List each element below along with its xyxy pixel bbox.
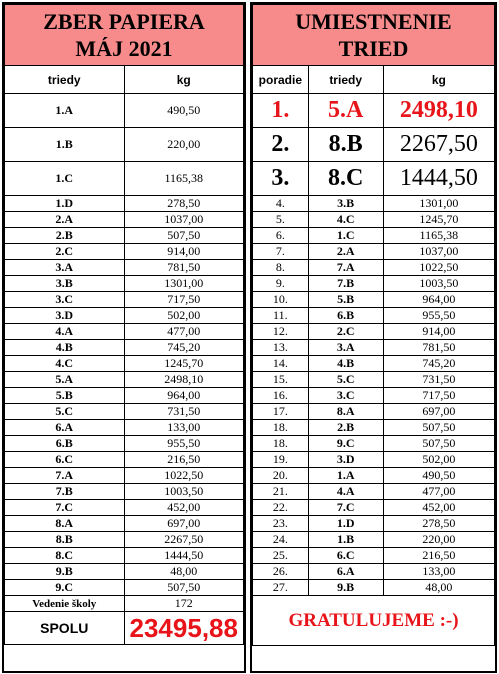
class-cell: 1.A: [5, 94, 125, 128]
class-cell: 2.A: [5, 212, 125, 228]
class-cell: 4.B: [308, 356, 383, 372]
table-row: [253, 162, 495, 196]
table-row: [253, 94, 495, 128]
table-row: [5, 212, 244, 228]
class-cell: 3.A: [308, 340, 383, 356]
kg-cell: 914,00: [383, 324, 494, 340]
kg-cell: 502,00: [383, 452, 494, 468]
class-cell: 3.B: [5, 276, 125, 292]
column-header-kg: kg: [383, 66, 494, 94]
collection-table: [2, 2, 246, 673]
kg-cell: 133,00: [383, 564, 494, 580]
rank-cell: 8.: [253, 260, 309, 276]
kg-cell: 278,50: [383, 516, 494, 532]
rank-cell: 6.: [253, 228, 309, 244]
kg-cell: 490,50: [124, 94, 244, 128]
table-row: [253, 260, 495, 276]
table-row: [5, 356, 244, 372]
class-cell: 5.C: [5, 404, 125, 420]
kg-cell: 964,00: [383, 292, 494, 308]
kg-cell: 731,50: [383, 372, 494, 388]
collection-title-line1: ZBER PAPIERA: [43, 9, 205, 34]
class-cell: 7.A: [5, 468, 125, 484]
table-row: [253, 212, 495, 228]
class-cell: 3.A: [5, 260, 125, 276]
class-cell: 3.D: [5, 308, 125, 324]
collection-title: [5, 5, 244, 66]
table-row: [5, 548, 244, 564]
rank-cell: 15.: [253, 372, 309, 388]
kg-cell: 1165,38: [383, 228, 494, 244]
kg-cell: 717,50: [124, 292, 244, 308]
class-cell: 8.B: [5, 532, 125, 548]
table-row: [5, 292, 244, 308]
table-row: [253, 564, 495, 580]
kg-cell: 507,50: [383, 420, 494, 436]
table-row: [5, 404, 244, 420]
rank-cell: 21.: [253, 484, 309, 500]
rank-cell: 16.: [253, 388, 309, 404]
kg-cell: 1003,50: [383, 276, 494, 292]
kg-cell: 507,50: [124, 228, 244, 244]
table-row: [253, 244, 495, 260]
class-cell: 2.B: [5, 228, 125, 244]
table-row: [253, 516, 495, 532]
class-cell: 8.B: [308, 128, 383, 162]
rank-cell: 22.: [253, 500, 309, 516]
ranking-title-line1: UMIESTNENIE: [295, 9, 452, 34]
class-cell: 5.C: [308, 372, 383, 388]
table-row: [5, 340, 244, 356]
class-cell: 9.B: [308, 580, 383, 596]
kg-cell: 220,00: [383, 532, 494, 548]
rank-cell: 9.: [253, 276, 309, 292]
table-row: [253, 484, 495, 500]
class-cell: 8.C: [5, 548, 125, 564]
class-cell: 9.C: [5, 580, 125, 596]
table-row: [5, 468, 244, 484]
rank-cell: 7.: [253, 244, 309, 260]
kg-cell: 717,50: [383, 388, 494, 404]
class-cell: 7.B: [308, 276, 383, 292]
kg-cell: 172: [124, 596, 244, 612]
rank-cell: 17.: [253, 404, 309, 420]
table-row: [5, 94, 244, 128]
table-row: [253, 532, 495, 548]
table-row: [5, 324, 244, 340]
kg-cell: 452,00: [383, 500, 494, 516]
table-row: [253, 340, 495, 356]
column-header-class: triedy: [5, 66, 125, 94]
rank-cell: 27.: [253, 580, 309, 596]
rank-cell: 3.: [253, 162, 309, 196]
table-row: [253, 308, 495, 324]
class-cell: 3.B: [308, 196, 383, 212]
table-row: [5, 596, 244, 612]
kg-cell: 2267,50: [383, 128, 494, 162]
kg-cell: 452,00: [124, 500, 244, 516]
table-row: [253, 500, 495, 516]
kg-cell: 955,50: [383, 308, 494, 324]
class-cell: 2.B: [308, 420, 383, 436]
kg-cell: 216,50: [383, 548, 494, 564]
kg-cell: 278,50: [124, 196, 244, 212]
class-cell: 4.A: [5, 324, 125, 340]
class-cell: 2.C: [5, 244, 125, 260]
class-cell: 1.C: [5, 162, 125, 196]
table-row: [253, 128, 495, 162]
class-cell: 6.C: [5, 452, 125, 468]
rank-cell: 24.: [253, 532, 309, 548]
rank-cell: 2.: [253, 128, 309, 162]
table-row: [253, 388, 495, 404]
table-row: [5, 196, 244, 212]
table-row: [253, 276, 495, 292]
rank-cell: 1.: [253, 94, 309, 128]
kg-cell: 1301,00: [383, 196, 494, 212]
kg-cell: 2267,50: [124, 532, 244, 548]
kg-cell: 697,00: [124, 516, 244, 532]
table-row: [5, 500, 244, 516]
kg-cell: 1165,38: [124, 162, 244, 196]
table-row: [5, 388, 244, 404]
rank-cell: 26.: [253, 564, 309, 580]
kg-cell: 507,50: [124, 580, 244, 596]
class-cell: 5.B: [5, 388, 125, 404]
class-cell: 1.B: [5, 128, 125, 162]
kg-cell: 133,00: [124, 420, 244, 436]
class-cell: 1.A: [308, 468, 383, 484]
kg-cell: 502,00: [124, 308, 244, 324]
column-header-kg: kg: [124, 66, 244, 94]
class-cell: 6.A: [5, 420, 125, 436]
table-row: [253, 452, 495, 468]
kg-cell: 48,00: [383, 580, 494, 596]
rank-cell: 10.: [253, 292, 309, 308]
class-cell: 2.A: [308, 244, 383, 260]
class-cell: 4.B: [5, 340, 125, 356]
class-cell: 6.B: [308, 308, 383, 324]
kg-cell: 1245,70: [383, 212, 494, 228]
table-row: [5, 516, 244, 532]
rank-cell: 13.: [253, 340, 309, 356]
collection-grid: [4, 4, 244, 645]
kg-cell: 697,00: [383, 404, 494, 420]
table-row: [253, 420, 495, 436]
rank-cell: 20.: [253, 468, 309, 484]
kg-cell: 1037,00: [124, 212, 244, 228]
kg-cell: 1245,70: [124, 356, 244, 372]
kg-cell: 490,50: [383, 468, 494, 484]
kg-cell: 1022,50: [124, 468, 244, 484]
table-row: [253, 580, 495, 596]
table-row: [5, 260, 244, 276]
class-cell: 1.C: [308, 228, 383, 244]
kg-cell: 48,00: [124, 564, 244, 580]
rank-cell: 23.: [253, 516, 309, 532]
ranking-title: [253, 5, 495, 66]
ranking-title-line2: TRIED: [338, 36, 409, 61]
table-row: [5, 420, 244, 436]
class-cell: 4.C: [308, 212, 383, 228]
kg-cell: 964,00: [124, 388, 244, 404]
table-row: [253, 196, 495, 212]
class-cell: 4.C: [5, 356, 125, 372]
ranking-grid: [252, 4, 495, 646]
kg-cell: 2498,10: [383, 94, 494, 128]
table-row: [253, 228, 495, 244]
table-row: [253, 548, 495, 564]
table-row: [253, 324, 495, 340]
class-cell: 5.A: [308, 94, 383, 128]
kg-cell: 1444,50: [124, 548, 244, 564]
class-cell: 1.D: [308, 516, 383, 532]
class-cell: Vedenie školy: [5, 596, 125, 612]
kg-cell: 955,50: [124, 436, 244, 452]
table-row: [253, 468, 495, 484]
class-cell: 8.A: [308, 404, 383, 420]
kg-cell: 220,00: [124, 128, 244, 162]
class-cell: 9.C: [308, 436, 383, 452]
class-cell: 7.C: [308, 500, 383, 516]
table-row: [5, 580, 244, 596]
kg-cell: 1037,00: [383, 244, 494, 260]
table-row: [5, 128, 244, 162]
class-cell: 1.D: [5, 196, 125, 212]
column-header-class: triedy: [308, 66, 383, 94]
table-row: [253, 356, 495, 372]
kg-cell: 731,50: [124, 404, 244, 420]
class-cell: 3.C: [5, 292, 125, 308]
rank-cell: 12.: [253, 324, 309, 340]
table-row: [5, 436, 244, 452]
table-row: [5, 564, 244, 580]
class-cell: 5.B: [308, 292, 383, 308]
rank-cell: 11.: [253, 308, 309, 324]
table-row: [5, 484, 244, 500]
class-cell: 3.C: [308, 388, 383, 404]
kg-cell: 745,20: [383, 356, 494, 372]
class-cell: 1.B: [308, 532, 383, 548]
kg-cell: 1301,00: [124, 276, 244, 292]
kg-cell: 914,00: [124, 244, 244, 260]
table-row: [5, 308, 244, 324]
table-row: [5, 162, 244, 196]
class-cell: 7.C: [5, 500, 125, 516]
kg-cell: 477,00: [124, 324, 244, 340]
kg-cell: 2498,10: [124, 372, 244, 388]
congratulations-text: GRATULUJEME :-): [253, 596, 495, 646]
total-value: 23495,88: [124, 612, 244, 645]
table-row: [5, 452, 244, 468]
class-cell: 7.B: [5, 484, 125, 500]
collection-title-line2: MÁJ 2021: [75, 36, 173, 61]
ranking-table: [250, 2, 497, 673]
class-cell: 6.B: [5, 436, 125, 452]
class-cell: 6.A: [308, 564, 383, 580]
table-row: [253, 436, 495, 452]
class-cell: 6.C: [308, 548, 383, 564]
rank-cell: 14.: [253, 356, 309, 372]
kg-cell: 1444,50: [383, 162, 494, 196]
rank-cell: 18.: [253, 420, 309, 436]
total-label: SPOLU: [5, 612, 125, 645]
kg-cell: 507,50: [383, 436, 494, 452]
table-row: [253, 292, 495, 308]
rank-cell: 5.: [253, 212, 309, 228]
class-cell: 8.A: [5, 516, 125, 532]
class-cell: 9.B: [5, 564, 125, 580]
class-cell: 7.A: [308, 260, 383, 276]
table-row: [5, 532, 244, 548]
class-cell: 2.C: [308, 324, 383, 340]
rank-cell: 4.: [253, 196, 309, 212]
column-header-rank: poradie: [253, 66, 309, 94]
rank-cell: 25.: [253, 548, 309, 564]
table-row: [5, 228, 244, 244]
kg-cell: 1022,50: [383, 260, 494, 276]
kg-cell: 781,50: [383, 340, 494, 356]
table-row: [5, 372, 244, 388]
class-cell: 3.D: [308, 452, 383, 468]
kg-cell: 216,50: [124, 452, 244, 468]
class-cell: 5.A: [5, 372, 125, 388]
kg-cell: 745,20: [124, 340, 244, 356]
table-row: [5, 244, 244, 260]
rank-cell: 18.: [253, 436, 309, 452]
kg-cell: 781,50: [124, 260, 244, 276]
kg-cell: 477,00: [383, 484, 494, 500]
class-cell: 8.C: [308, 162, 383, 196]
table-row: [253, 404, 495, 420]
rank-cell: 19.: [253, 452, 309, 468]
class-cell: 4.A: [308, 484, 383, 500]
table-row: [253, 372, 495, 388]
table-row: [5, 276, 244, 292]
kg-cell: 1003,50: [124, 484, 244, 500]
